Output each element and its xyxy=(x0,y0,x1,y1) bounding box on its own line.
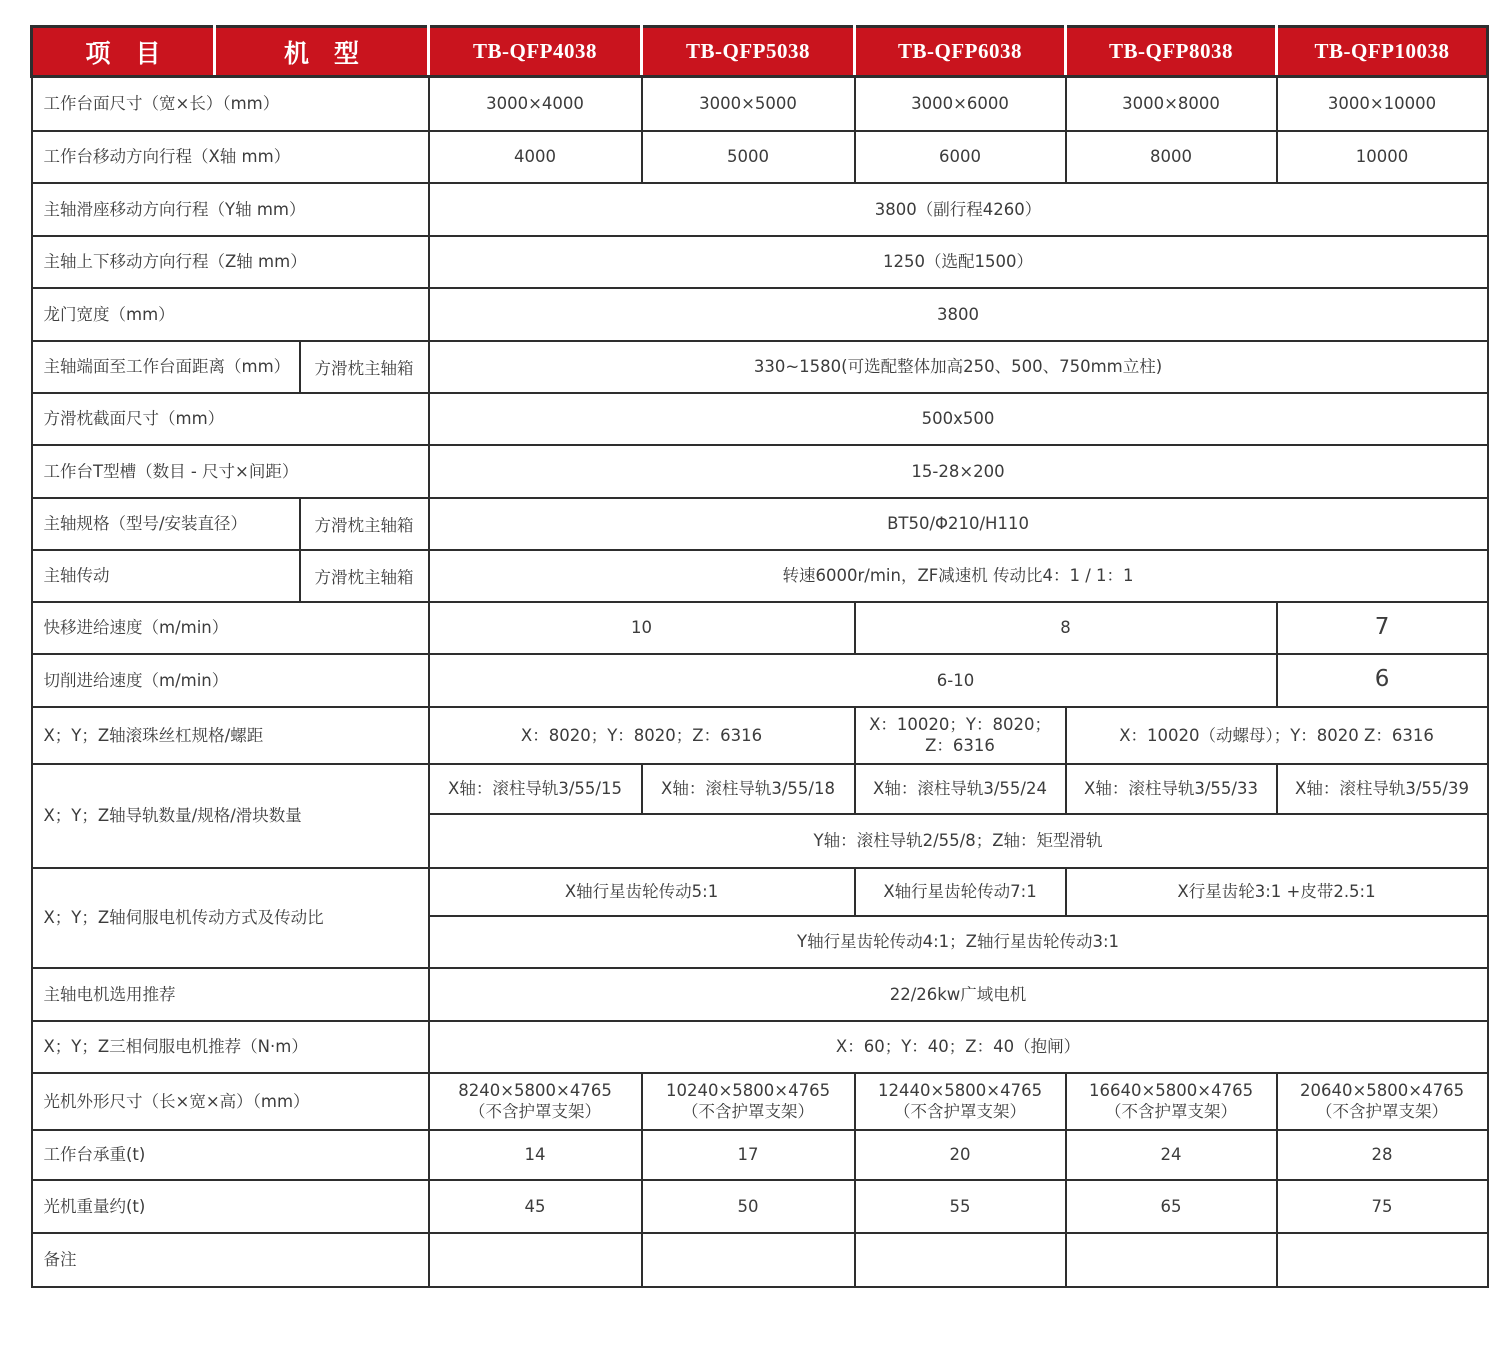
spec-value-line1: X：10020；Y：8020； xyxy=(869,715,1051,734)
spec-value: 3000×6000 xyxy=(855,77,1066,131)
header-row xyxy=(32,27,1488,77)
header-model-2: TB-QFP5038 xyxy=(642,27,855,77)
row-label: 主轴传动 xyxy=(32,550,300,602)
spec-value: 3000×10000 xyxy=(1277,77,1488,131)
spec-value: 8000 xyxy=(1066,131,1277,183)
row-label: 光机外形尺寸（长×宽×高）（mm） xyxy=(32,1073,429,1130)
spec-value: 4000 xyxy=(429,131,642,183)
table-row xyxy=(32,498,1488,550)
table-row xyxy=(32,968,1488,1021)
spec-value: BT50/Φ210/H110 xyxy=(429,498,1488,550)
table-row xyxy=(32,131,1488,183)
table-row xyxy=(32,1073,1488,1130)
spec-value xyxy=(429,654,1277,707)
row-label: 光机重量约(t) xyxy=(32,1180,429,1233)
spec-value-empty xyxy=(1277,1233,1488,1287)
row-label: 主轴端面至工作台面距离（mm） xyxy=(32,341,300,393)
table-row xyxy=(32,288,1488,341)
row-label: 主轴上下移动方向行程（Z轴 mm） xyxy=(32,236,429,288)
spec-value: 转速6000r/min，ZF减速机 传动比4：1 / 1：1 xyxy=(429,550,1488,602)
row-label: 备注 xyxy=(32,1233,429,1287)
row-label: 工作台T型槽（数目 - 尺寸×间距） xyxy=(32,445,429,498)
spec-value xyxy=(429,1073,642,1130)
spec-value: X轴：滚柱导轨3/55/33 xyxy=(1066,764,1277,814)
spec-value: 55 xyxy=(855,1180,1066,1233)
spec-value xyxy=(1066,1073,1277,1130)
header-model-5: TB-QFP10038 xyxy=(1277,27,1488,77)
spec-value-line1: 8240×5800×4765 xyxy=(458,1081,612,1100)
header-model-1: TB-QFP4038 xyxy=(429,27,642,77)
spec-value-large: 7 xyxy=(1374,613,1390,640)
table-row xyxy=(32,707,1488,764)
spec-value-line2: （不含护罩支架） xyxy=(1316,1102,1449,1121)
spec-value-text: 6-10 xyxy=(936,670,975,690)
spec-value xyxy=(855,707,1066,764)
spec-table xyxy=(30,25,1489,1288)
table-row xyxy=(32,550,1488,602)
spec-value: 3800 xyxy=(429,288,1488,341)
spec-value-line1: 12440×5800×4765 xyxy=(877,1081,1043,1100)
spec-value: X轴：滚柱导轨3/55/15 xyxy=(429,764,642,814)
spec-value: 28 xyxy=(1277,1130,1488,1180)
spec-value-large: 6 xyxy=(1374,666,1390,692)
spec-value xyxy=(1277,602,1488,654)
table-row xyxy=(32,236,1488,288)
row-label: X；Y；Z三相伺服电机推荐（N·m） xyxy=(32,1021,429,1073)
spec-value: Y轴行星齿轮传动4:1；Z轴行星齿轮传动3:1 xyxy=(429,916,1488,968)
table-row xyxy=(32,341,1488,393)
table-row xyxy=(32,654,1488,707)
spec-value: X：10020（动螺母）；Y：8020 Z：6316 xyxy=(1066,707,1488,764)
spec-value: X：8020；Y：8020；Z：6316 xyxy=(429,707,855,764)
spec-value: 75 xyxy=(1277,1180,1488,1233)
table-row xyxy=(32,393,1488,445)
row-sublabel: 方滑枕主轴箱 xyxy=(300,550,429,602)
spec-value: 24 xyxy=(1066,1130,1277,1180)
spec-value: X轴：滚柱导轨3/55/24 xyxy=(855,764,1066,814)
row-label: 工作台面尺寸（宽×长）（mm） xyxy=(32,77,429,131)
spec-value: 8 xyxy=(855,602,1277,654)
spec-value xyxy=(1277,1073,1488,1130)
row-label: 方滑枕截面尺寸（mm） xyxy=(32,393,429,445)
spec-value: Y轴：滚柱导轨2/55/8；Z轴：矩型滑轨 xyxy=(429,814,1488,868)
table-row xyxy=(32,602,1488,654)
spec-value: X：60；Y：40；Z：40（抱闸） xyxy=(429,1021,1488,1073)
spec-value-line2: （不含护罩支架） xyxy=(682,1102,815,1121)
spec-value: 20 xyxy=(855,1130,1066,1180)
spec-value: X轴：滚柱导轨3/55/39 xyxy=(1277,764,1488,814)
spec-value xyxy=(1277,654,1488,707)
spec-value: 65 xyxy=(1066,1180,1277,1233)
spec-value: 3000×8000 xyxy=(1066,77,1277,131)
table-row xyxy=(32,1021,1488,1073)
header-item: 项 目 xyxy=(32,27,215,77)
spec-value: 330~1580(可选配整体加高250、500、750mm立柱) xyxy=(429,341,1488,393)
spec-value xyxy=(642,1073,855,1130)
row-label: 工作台承重(t) xyxy=(32,1130,429,1180)
row-label: 龙门宽度（mm） xyxy=(32,288,429,341)
spec-value: 22/26kw广域电机 xyxy=(429,968,1488,1021)
header-model-4: TB-QFP8038 xyxy=(1066,27,1277,77)
spec-value-empty xyxy=(855,1233,1066,1287)
row-label: 切削进给速度（m/min） xyxy=(32,654,429,707)
row-label: X；Y；Z轴伺服电机传动方式及传动比 xyxy=(32,868,429,968)
header-model: 机 型 xyxy=(215,27,429,77)
table-row xyxy=(32,1180,1488,1233)
spec-value-line2: Z：6316 xyxy=(925,736,995,755)
row-sublabel: 方滑枕主轴箱 xyxy=(300,341,429,393)
spec-value-line2: （不含护罩支架） xyxy=(1105,1102,1238,1121)
header-model-3: TB-QFP6038 xyxy=(855,27,1066,77)
spec-value: 17 xyxy=(642,1130,855,1180)
spec-value-line1: 10240×5800×4765 xyxy=(665,1081,831,1100)
spec-value: 50 xyxy=(642,1180,855,1233)
row-label: X；Y；Z轴滚珠丝杠规格/螺距 xyxy=(32,707,429,764)
spec-value: 3000×5000 xyxy=(642,77,855,131)
table-row xyxy=(32,445,1488,498)
spec-value: 6000 xyxy=(855,131,1066,183)
spec-value-empty xyxy=(642,1233,855,1287)
table-row xyxy=(32,1130,1488,1180)
spec-value: 10000 xyxy=(1277,131,1488,183)
spec-value: X轴：滚柱导轨3/55/18 xyxy=(642,764,855,814)
spec-value: 3800（副行程4260） xyxy=(429,183,1488,236)
table-row xyxy=(32,868,1488,916)
spec-value: X行星齿轮3:1 +皮带2.5:1 xyxy=(1066,868,1488,916)
table-row xyxy=(32,77,1488,131)
spec-value-line1: 16640×5800×4765 xyxy=(1088,1081,1254,1100)
spec-value-empty xyxy=(1066,1233,1277,1287)
spec-value: 10 xyxy=(429,602,855,654)
row-label: 快移进给速度（m/min） xyxy=(32,602,429,654)
table-row xyxy=(32,183,1488,236)
spec-value-empty xyxy=(429,1233,642,1287)
spec-value: 5000 xyxy=(642,131,855,183)
table-row xyxy=(32,764,1488,814)
spec-value: 500x500 xyxy=(429,393,1488,445)
spec-value-line1: 20640×5800×4765 xyxy=(1299,1081,1465,1100)
spec-value: 14 xyxy=(429,1130,642,1180)
spec-value: 3000×4000 xyxy=(429,77,642,131)
spec-value: X轴行星齿轮传动7:1 xyxy=(855,868,1066,916)
spec-value xyxy=(855,1073,1066,1130)
row-label: 主轴电机选用推荐 xyxy=(32,968,429,1021)
spec-value: X轴行星齿轮传动5:1 xyxy=(429,868,855,916)
row-label: 工作台移动方向行程（X轴 mm） xyxy=(32,131,429,183)
spec-value: 45 xyxy=(429,1180,642,1233)
table-row xyxy=(32,1233,1488,1287)
row-label: 主轴滑座移动方向行程（Y轴 mm） xyxy=(32,183,429,236)
row-label: X；Y；Z轴导轨数量/规格/滑块数量 xyxy=(32,764,429,868)
spec-value-line2: （不含护罩支架） xyxy=(894,1102,1027,1121)
spec-value: 1250（选配1500） xyxy=(429,236,1488,288)
row-sublabel: 方滑枕主轴箱 xyxy=(300,498,429,550)
spec-value: 15-28×200 xyxy=(429,445,1488,498)
spec-sheet xyxy=(30,25,1489,1288)
spec-value-line2: （不含护罩支架） xyxy=(469,1102,602,1121)
row-label: 主轴规格（型号/安装直径） xyxy=(32,498,300,550)
